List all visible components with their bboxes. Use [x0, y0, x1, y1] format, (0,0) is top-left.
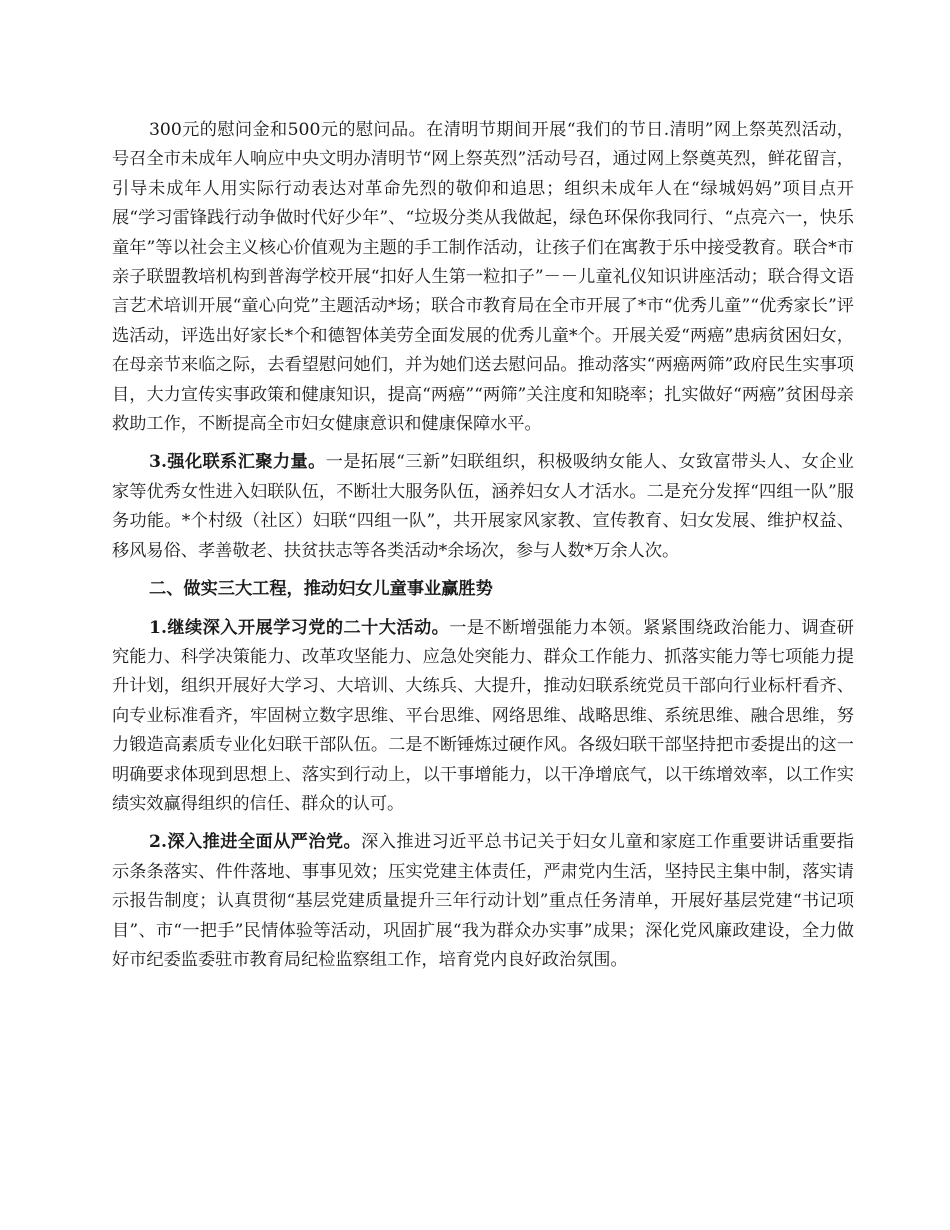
paragraph-party-governance — [112, 828, 854, 975]
paragraph-lead: 3.强化联系汇聚力量。 — [149, 452, 326, 473]
paragraph-strengthen-ties — [112, 448, 854, 566]
paragraph-study-congress — [112, 614, 854, 820]
paragraph-lead: 1.继续深入开展学习党的二十大活动。 — [149, 617, 450, 638]
document-page — [112, 116, 854, 984]
section-heading — [112, 575, 854, 604]
section-heading-text: 二、做实三大工程，推动妇女儿童事业赢胜势 — [149, 579, 493, 600]
paragraph-lead: 2.深入推进全面从严治党。 — [149, 832, 362, 853]
paragraph-activities — [112, 116, 854, 439]
paragraph-text: 一是拓展“三新”妇联组织，积极吸纳女能人、女致富带头人、女企业家等优秀女性进入妇联队伍，不断壮大服务队伍，涵养妇女人才活水。二是充分发挥“四组一队”服务功能。*个村级（社区）妇联“四组一队”，共开展家风家教、宣传教育、妇女发展、维护权益、移风易俗、孝善敬老、扶贫扶志等各类活动*余场次，参与人数*万余人次。 — [112, 452, 854, 561]
paragraph-text: 300元的慰问金和500元的慰问品。在清明节期间开展“我们的节日.清明”网上祭英烈活动，号召全市未成年人响应中央文明办清明节“网上祭英烈”活动号召，通过网上祭奠英烈，鲜花留言，引导未成年人用实际行动表达对革命先烈的敬仰和追思；组织未成年人在“绿城妈妈”项目点开展“学习雷锋践行动争做时代好少年”、“垃圾分类从我做起，绿色环保你我同行、“点亮六一，快乐童年”等以社会主义核心价值观为主题的手工制作活动，让孩子们在寓教于乐中接受教育。联合*市亲子联盟教培机构到普海学校开展“扣好人生第一粒扣子”－－儿童礼仪知识讲座活动；联合得文语言艺术培训开展“童心向党”主题活动*场；联合市教育局在全市开展了*市“优秀儿童”“优秀家长”评选活动，评选出好家长*个和德智体美劳全面发展的优秀儿童*个。开展关爱“两癌”患病贫困妇女，在母亲节来临之际，去看望慰问她们，并为她们送去慰问品。推动落实“两癌两筛”政府民生实事项目，大力宣传实事政策和健康知识，提高“两癌”“两筛”关注度和知晓率；扎实做好“两癌”贫困母亲救助工作，不断提高全市妇女健康意识和健康保障水平。 — [112, 120, 854, 435]
paragraph-text: 一是不断增强能力本领。紧紧围绕政治能力、调查研究能力、科学决策能力、改革攻坚能力、应急处突能力、群众工作能力、抓落实能力等七项能力提升计划，组织开展好大学习、大培训、大练兵、大提升，推动妇联系统党员干部向行业标杆看齐、向专业标准看齐，牢固树立数字思维、平台思维、网络思维、战略思维、系统思维、融合思维，努力锻造高素质专业化妇联干部队伍。二是不断锤炼过硬作风。各级妇联干部坚持把市委提出的这一明确要求体现到思想上、落实到行动上，以干事增能力，以干净增底气，以干练增效率，以工作实绩实效赢得组织的信任、群众的认可。 — [112, 617, 854, 814]
paragraph-text: 深入推进习近平总书记关于妇女儿童和家庭工作重要讲话重要指示条条落实、件件落地、事事见效；压实党建主体责任，严肃党内生活，坚持民主集中制，落实请示报告制度；认真贯彻“基层党建质量提升三年行动计划”重点任务清单，开展好基层党建“书记项目”、市“一把手”民情体验等活动，巩固扩展“我为群众办实事”成果；深化党风廉政建设，全力做好市纪委监委驻市教育局纪检监察组工作，培育党内良好政治氛围。 — [112, 832, 854, 970]
